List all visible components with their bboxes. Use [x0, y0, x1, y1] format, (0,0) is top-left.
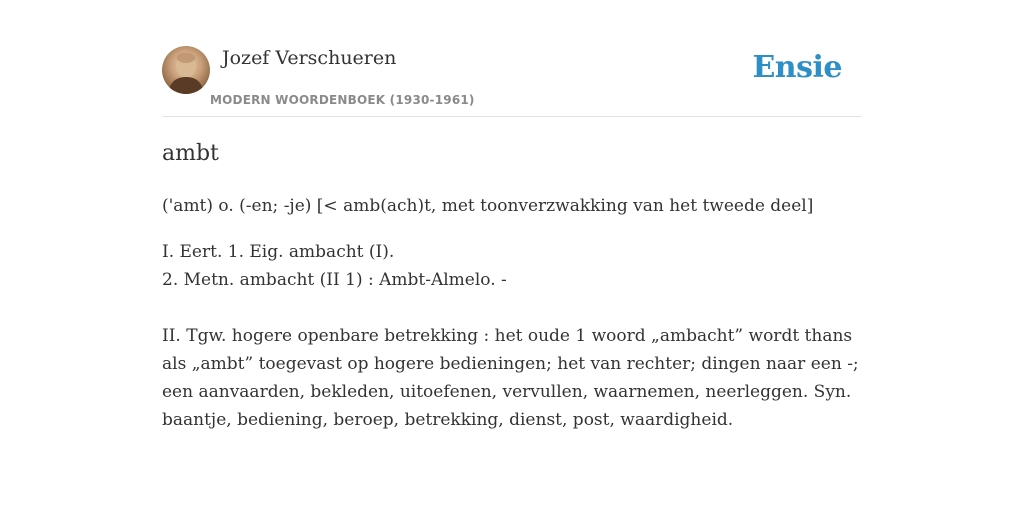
- avatar[interactable]: [162, 46, 210, 94]
- entry-content: [162, 138, 862, 434]
- author-name[interactable]: Jozef Verschueren: [222, 47, 397, 69]
- page-header: [162, 46, 862, 117]
- source-label[interactable]: MODERN WOORDENBOEK (1930-1961): [210, 93, 475, 107]
- entry-sense-2: 2. Metn. ambacht (II 1) : Ambt-Almelo. -: [162, 270, 507, 290]
- entry-etymology: ('amt) o. (-en; -je) [< amb(ach)t, met toonverzwakking van het tweede deel]: [162, 196, 814, 216]
- spacer: [162, 294, 862, 322]
- entry-sense-3: II. Tgw. hogere openbare betrekking : het oude 1 woord „ambacht” wordt thans als „ambt” toegevast op hogere bedieningen; het van rechter; dingen naar een -; een aanvaarden, bekleden, uitoefenen, vervullen, waarnemen, neerleggen. Syn. baantje, bediening, beroep, betrekking, dienst, post, waardigheid.: [162, 326, 859, 430]
- brand-logo[interactable]: Ensie: [752, 50, 842, 85]
- entry-sense-1: I. Eert. 1. Eig. ambacht (I).: [162, 242, 395, 262]
- entry-headword: ambt: [162, 141, 219, 166]
